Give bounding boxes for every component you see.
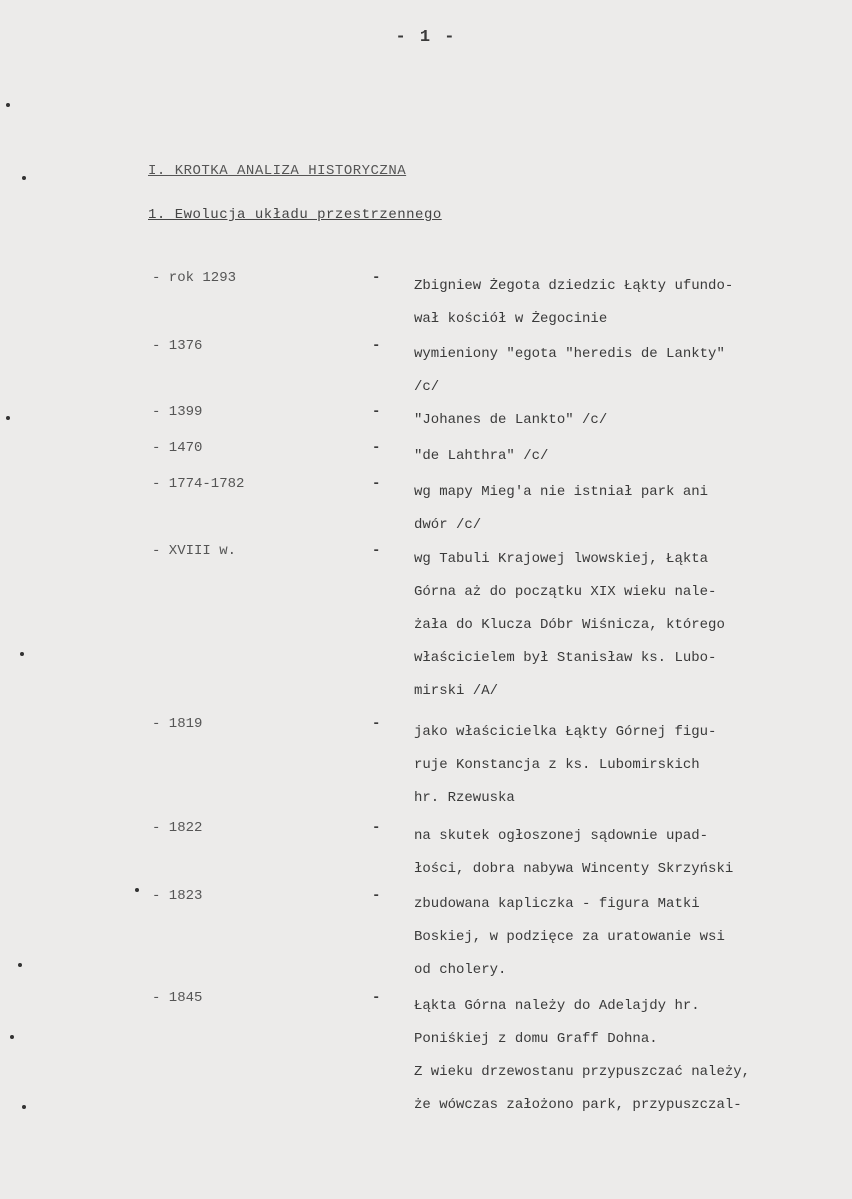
entry-text-line: jako właścicielka Łąkty Górnej figu- [414,724,717,740]
entry-dash: - [372,543,381,559]
entry-date: - rok 1293 [152,270,237,286]
entry-text-line: zbudowana kapliczka - figura Matki [414,896,700,912]
entry-text-line: Boskiej, w podzięce za uratowanie wsi [414,929,725,945]
entry-text-line: Poniśkiej z domu Graff Dohna. [414,1031,658,1047]
margin-mark [135,888,139,892]
entry-date: - 1819 [152,716,203,732]
entry-date: - 1845 [152,990,203,1006]
entry-text-line: /c/ [414,379,440,395]
page-number: - 1 - [395,28,457,47]
subsection-heading: 1. Ewolucja układu przestrzennego [148,207,442,223]
entry-text-line: Z wieku drzewostanu przypuszczać należy, [414,1064,751,1080]
entry-dash: - [372,716,381,732]
entry-date: - 1822 [152,820,203,836]
entry-text-line: że wówczas założono park, przypuszczal- [414,1097,742,1113]
entry-text-line: mirski /A/ [414,683,499,699]
entry-date: - 1470 [152,440,203,456]
entry-text-line: łości, dobra nabywa Wincenty Skrzyński [414,861,734,877]
entry-dash: - [372,338,381,354]
entry-text-line: wał kościół w Żegocinie [414,311,608,327]
entry-text [414,404,814,437]
entry-date: - 1399 [152,404,203,420]
entry-text [414,888,814,987]
entry-text [414,338,814,404]
entry-text [414,543,814,708]
margin-mark [22,1105,26,1109]
entry-dash: - [372,440,381,456]
entry-date: - 1823 [152,888,203,904]
entry-text-line: wg mapy Mieg'a nie istniał park ani [414,484,709,500]
entry-dash: - [372,476,381,492]
margin-mark [6,416,10,420]
entry-dash: - [372,820,381,836]
entry-text-line: hr. Rzewuska [414,790,515,806]
entry-text-line: Górna aż do początku XIX wieku nale- [414,584,717,600]
entry-text [414,440,814,473]
entry-text-line: wg Tabuli Krajowej lwowskiej, Łąkta [414,551,709,567]
margin-mark [22,176,26,180]
margin-mark [6,103,10,107]
entry-date: - 1774-1782 [152,476,245,492]
entry-text [414,716,814,815]
entry-date: - XVIII w. [152,543,237,559]
entry-text-line: dwór /c/ [414,517,482,533]
entry-text-line: Zbigniew Żegota dziedzic Łąkty ufundo- [414,278,734,294]
entry-text [414,270,814,336]
entry-text [414,990,814,1122]
entry-text-line: właścicielem był Stanisław ks. Lubo- [414,650,717,666]
entry-dash: - [372,888,381,904]
entry-text [414,820,814,886]
entry-dash: - [372,990,381,1006]
entry-text-line: na skutek ogłoszonej sądownie upad- [414,828,709,844]
entry-date: - 1376 [152,338,203,354]
entry-text [414,476,814,542]
entry-text-line: ruje Konstancja z ks. Lubomirskich [414,757,700,773]
entry-text-line: "de Lahthra" /c/ [414,448,549,464]
entry-dash: - [372,404,381,420]
entry-dash: - [372,270,381,286]
section-heading: I. KROTKA ANALIZA HISTORYCZNA [148,163,407,179]
margin-mark [10,1035,14,1039]
entry-text-line: od cholery. [414,962,507,978]
margin-mark [20,652,24,656]
entry-text-line: Łąkta Górna należy do Adelajdy hr. [414,998,700,1014]
entry-text-line: żała do Klucza Dóbr Wiśnicza, którego [414,617,725,633]
entry-text-line: "Johanes de Lankto" /c/ [414,412,608,428]
margin-mark [18,963,22,967]
entry-text-line: wymieniony "egota "heredis de Lankty" [414,346,725,362]
